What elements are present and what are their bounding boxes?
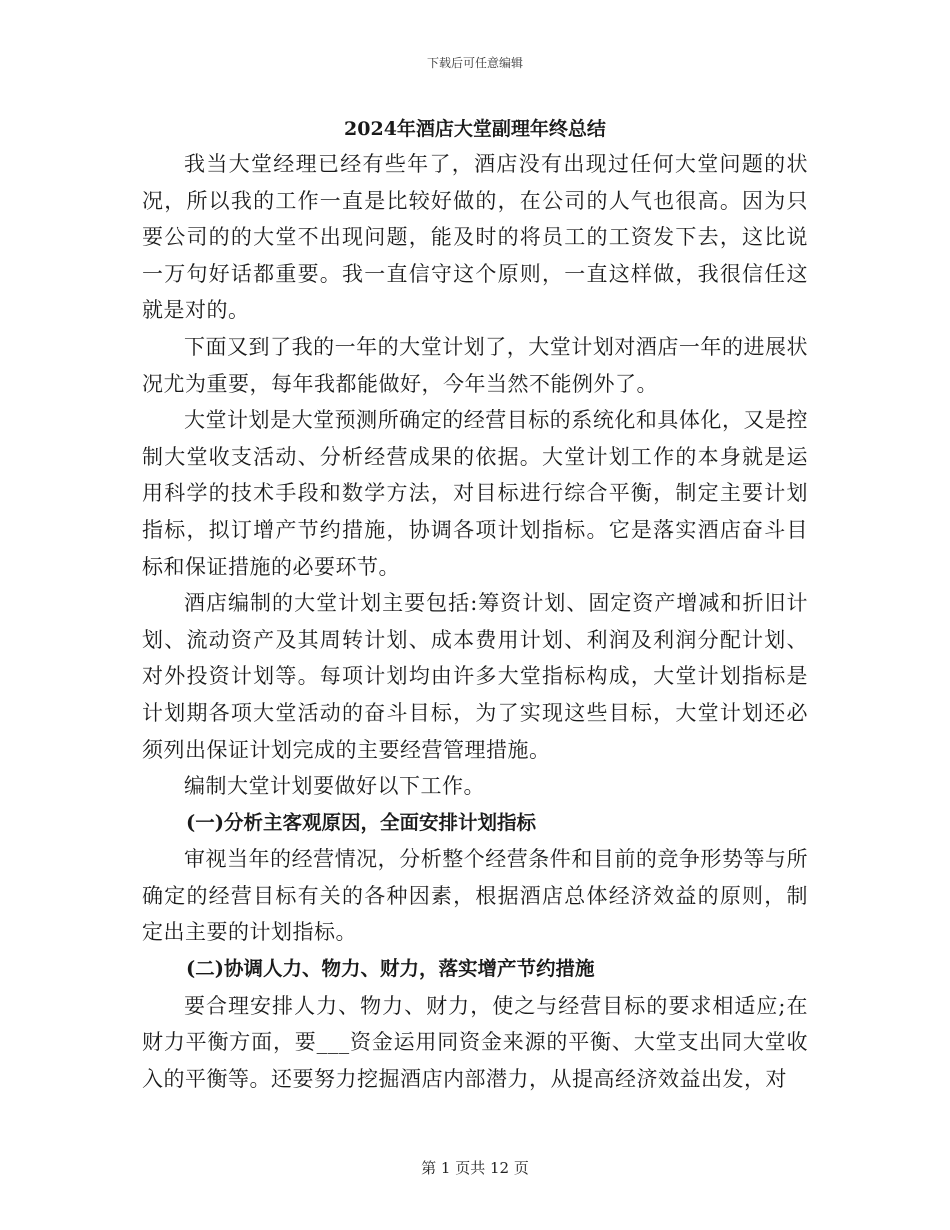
paragraph-5: 编制大堂计划要做好以下工作。 [184,774,485,799]
page-header-note: 下载后可任意编辑 [426,56,523,70]
paragraph-2: 下面又到了我的一年的大堂计划了，大堂计划对酒店一年的进展状况尤为重要，每年我都能做好，今年当然不能例外了。 [142,334,808,396]
page-number-footer: 第 1 页共 12 页 [421,1159,529,1177]
paragraph-7: 要合理安排人力、物力、财力，使之与经营目标的要求相适应;在财力平衡方面，要___资金运用同资金来源的平衡、大堂支出同大堂收入的平衡等。还要努力挖掘酒店内部潜力，从提高经济效益出发，对 [142,993,808,1091]
paragraph-3: 大堂计划是大堂预测所确定的经营目标的系统化和具体化，又是控制大堂收支活动、分析经营成果的依据。大堂计划工作的本身就是运用科学的技术手段和数学方法，对目标进行综合平衡，制定主要计划指标，拟订增产节约措施，协调各项计划指标。它是落实酒店奋斗目标和保证措施的必要环节。 [142,408,808,579]
paragraph-1: 我当大堂经理已经有些年了，酒店没有出现过任何大堂问题的状况，所以我的工作一直是比较好做的，在公司的人气也很高。因为只要公司的的大堂不出现问题，能及时的将员工的工资发下去，这比说一万句好话都重要。我一直信守这个原则，一直这样做，我很信任这就是对的。 [142,152,808,323]
paragraph-6: 审视当年的经营情况，分析整个经营条件和目前的竞争形势等与所确定的经营目标有关的各种因素，根据酒店总体经济效益的原则，制定出主要的计划指标。 [142,847,808,945]
paragraph-4: 酒店编制的大堂计划主要包括:筹资计划、固定资产增减和折旧计划、流动资产及其周转计划、成本费用计划、利润及利润分配计划、对外投资计划等。每项计划均由许多大堂指标构成，大堂计划指标是计划期各项大堂活动的奋斗目标，为了实现这些目标，大堂计划还必须列出保证计划完成的主要经营管理措施。 [142,591,808,762]
document-title: 2024年酒店大堂副理年终总结 [344,118,606,140]
document-body [142,146,808,1097]
section-heading-1: (一)分析主客观原因，全面安排计划指标 [186,810,536,834]
section-heading-2: (二)协调人力、物力、财力，落实增产节约措施 [186,957,595,981]
